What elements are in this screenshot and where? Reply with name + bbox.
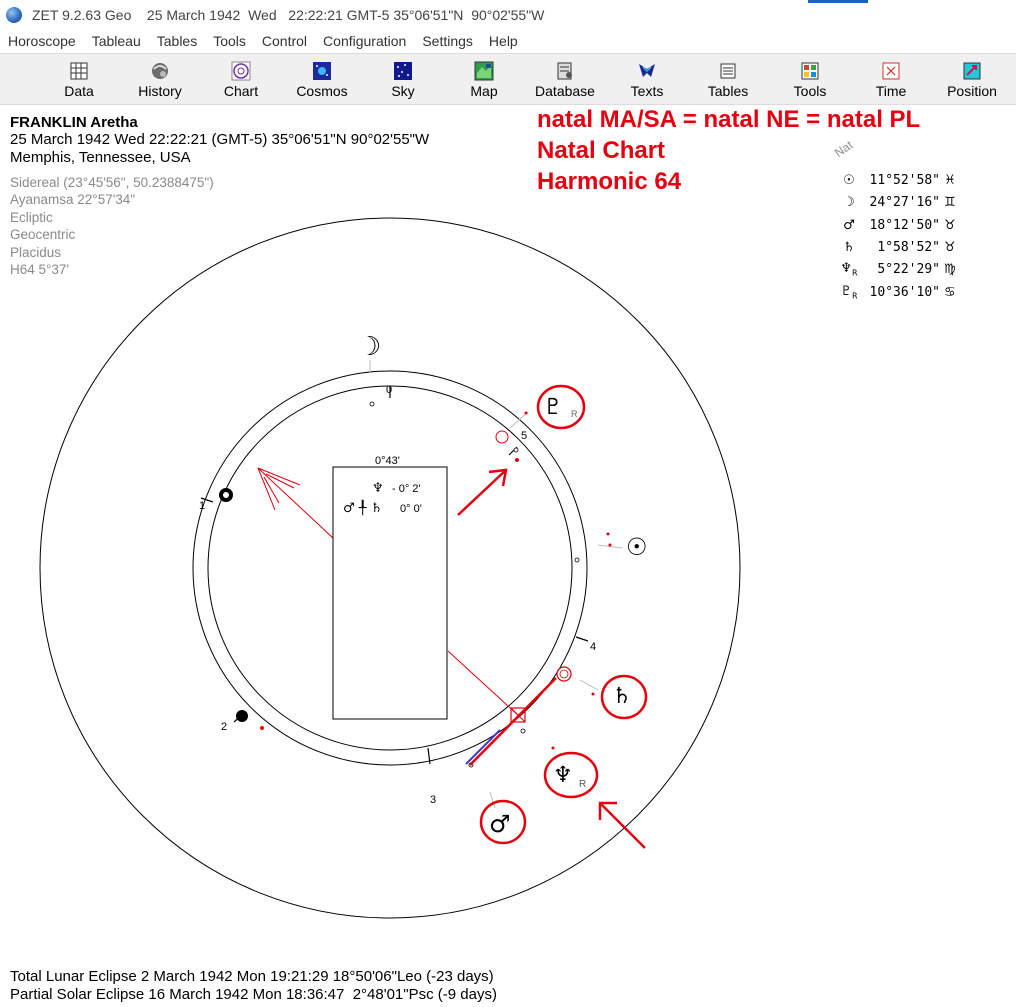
window-title: ZET 9.2.63 Geo 25 March 1942 Wed 22:22:21 GMT-5 35°06'51"N 90°02'55"W bbox=[32, 7, 545, 23]
position-value: 5°22'29" bbox=[877, 261, 940, 277]
pisces-icon: ♓ bbox=[944, 172, 956, 188]
sun-icon: ☉ bbox=[843, 172, 855, 188]
annotation-line-3: Harmonic 64 bbox=[537, 168, 682, 195]
toolbar-tables-label: Tables bbox=[707, 83, 749, 99]
setting-house-system: Placidus bbox=[10, 245, 62, 260]
pluto-glyph: ♇ bbox=[840, 283, 853, 299]
birth-datetime: 25 March 1942 Wed 22:22:21 (GMT-5) 35°06'51"N 90°02'55"W bbox=[10, 131, 430, 148]
toolbar-history-label: History bbox=[138, 83, 182, 99]
toolbar-map-label: Map bbox=[470, 83, 498, 99]
retrograde-marker: R bbox=[852, 268, 858, 278]
moon-icon: ☽ bbox=[843, 194, 855, 210]
setting-ecliptic: Ecliptic bbox=[10, 210, 53, 225]
birth-place: Memphis, Tennessee, USA bbox=[10, 149, 191, 166]
solar-eclipse-info: Partial Solar Eclipse 16 March 1942 Mon 18:36:47 2°48'01"Psc (-9 days) bbox=[10, 986, 497, 1003]
toolbar-chart-label: Chart bbox=[223, 83, 259, 99]
annotation-line-1: natal MA/SA = natal NE = natal PL bbox=[537, 106, 921, 133]
toolbar-sky-label: Sky bbox=[391, 83, 415, 99]
position-value: 24°27'16" bbox=[869, 194, 940, 210]
midpoint-box-title: 0°43' bbox=[375, 455, 400, 467]
mars-saturn-glyphs: ♂ ╀ ♄ bbox=[343, 501, 383, 516]
menu-tableau[interactable]: Tableau bbox=[91, 33, 141, 49]
mars-icon: ♂ bbox=[843, 217, 855, 233]
house-number-0: 0 bbox=[386, 384, 393, 396]
menu-control[interactable]: Control bbox=[261, 33, 308, 49]
toolbar-position-label: Position bbox=[947, 83, 997, 99]
retrograde-marker: R bbox=[852, 291, 858, 301]
position-value: 18°12'50" bbox=[869, 217, 940, 233]
menu-help[interactable]: Help bbox=[488, 33, 518, 49]
pluto-glyph[interactable]: ♇ bbox=[543, 395, 563, 420]
saturn-glyph[interactable]: ♄ bbox=[612, 684, 632, 709]
menu-configuration[interactable]: Configuration bbox=[323, 33, 407, 49]
house-number-2: 2 bbox=[221, 721, 228, 733]
house-number-4: 4 bbox=[590, 641, 597, 653]
menu-tools[interactable]: Tools bbox=[213, 33, 246, 49]
neptune-glyph[interactable]: ♆ bbox=[553, 763, 573, 788]
position-value: 1°58'52" bbox=[877, 239, 940, 255]
pluto-retrograde-marker: R bbox=[571, 409, 578, 419]
toolbar-texts-label: Texts bbox=[630, 83, 664, 99]
setting-geocentric: Geocentric bbox=[10, 227, 76, 242]
menu-horoscope[interactable]: Horoscope bbox=[8, 33, 76, 49]
setting-sidereal: Sidereal (23°45'56", 50.2388475") bbox=[10, 175, 214, 190]
taurus-icon: ♉ bbox=[944, 217, 956, 233]
position-value: 11°52'58" bbox=[869, 172, 940, 188]
house-number-1: 1 bbox=[199, 500, 206, 512]
house-number-3: 3 bbox=[430, 794, 437, 806]
moon-glyph[interactable]: ☽ bbox=[358, 332, 382, 362]
neptune-glyph: ♆ bbox=[840, 260, 853, 276]
sun-glyph[interactable]: ☉ bbox=[626, 533, 648, 561]
positions-label: Nat bbox=[831, 137, 856, 160]
taurus-icon: ♉ bbox=[944, 239, 956, 255]
toolbar-data-label: Data bbox=[64, 83, 94, 99]
house-number-5: 5 bbox=[521, 430, 528, 442]
native-name: FRANKLIN Aretha bbox=[10, 114, 138, 131]
toolbar-cosmos-label: Cosmos bbox=[296, 83, 348, 99]
setting-harmonic: H64 5°37' bbox=[10, 262, 70, 277]
cancer-icon: ♋ bbox=[944, 284, 956, 300]
mars-glyph[interactable]: ♂ bbox=[489, 810, 511, 838]
virgo-icon: ♍ bbox=[944, 261, 956, 277]
menu-settings[interactable]: Settings bbox=[422, 33, 473, 49]
menu-tables[interactable]: Tables bbox=[156, 33, 198, 49]
neptune-glyph-small: ♆ bbox=[372, 481, 384, 496]
lunar-eclipse-info: Total Lunar Eclipse 2 March 1942 Mon 19:21:29 18°50'06"Leo (-23 days) bbox=[10, 968, 494, 985]
position-value: 10°36'10" bbox=[869, 284, 940, 300]
neptune-retrograde-marker: R bbox=[579, 779, 587, 790]
saturn-icon: ♄ bbox=[843, 239, 855, 255]
toolbar-time-label: Time bbox=[875, 83, 907, 99]
midpoint-row-2-value: 0° 0' bbox=[400, 503, 422, 515]
gemini-icon: ♊ bbox=[944, 194, 956, 210]
setting-ayanamsa: Ayanamsa 22°57'34" bbox=[10, 192, 136, 207]
annotation-line-2: Natal Chart bbox=[537, 137, 666, 164]
toolbar-tools-label: Tools bbox=[793, 83, 827, 99]
midpoint-row-1-value: - 0° 2' bbox=[392, 483, 421, 495]
toolbar-database-label: Database bbox=[535, 83, 595, 99]
